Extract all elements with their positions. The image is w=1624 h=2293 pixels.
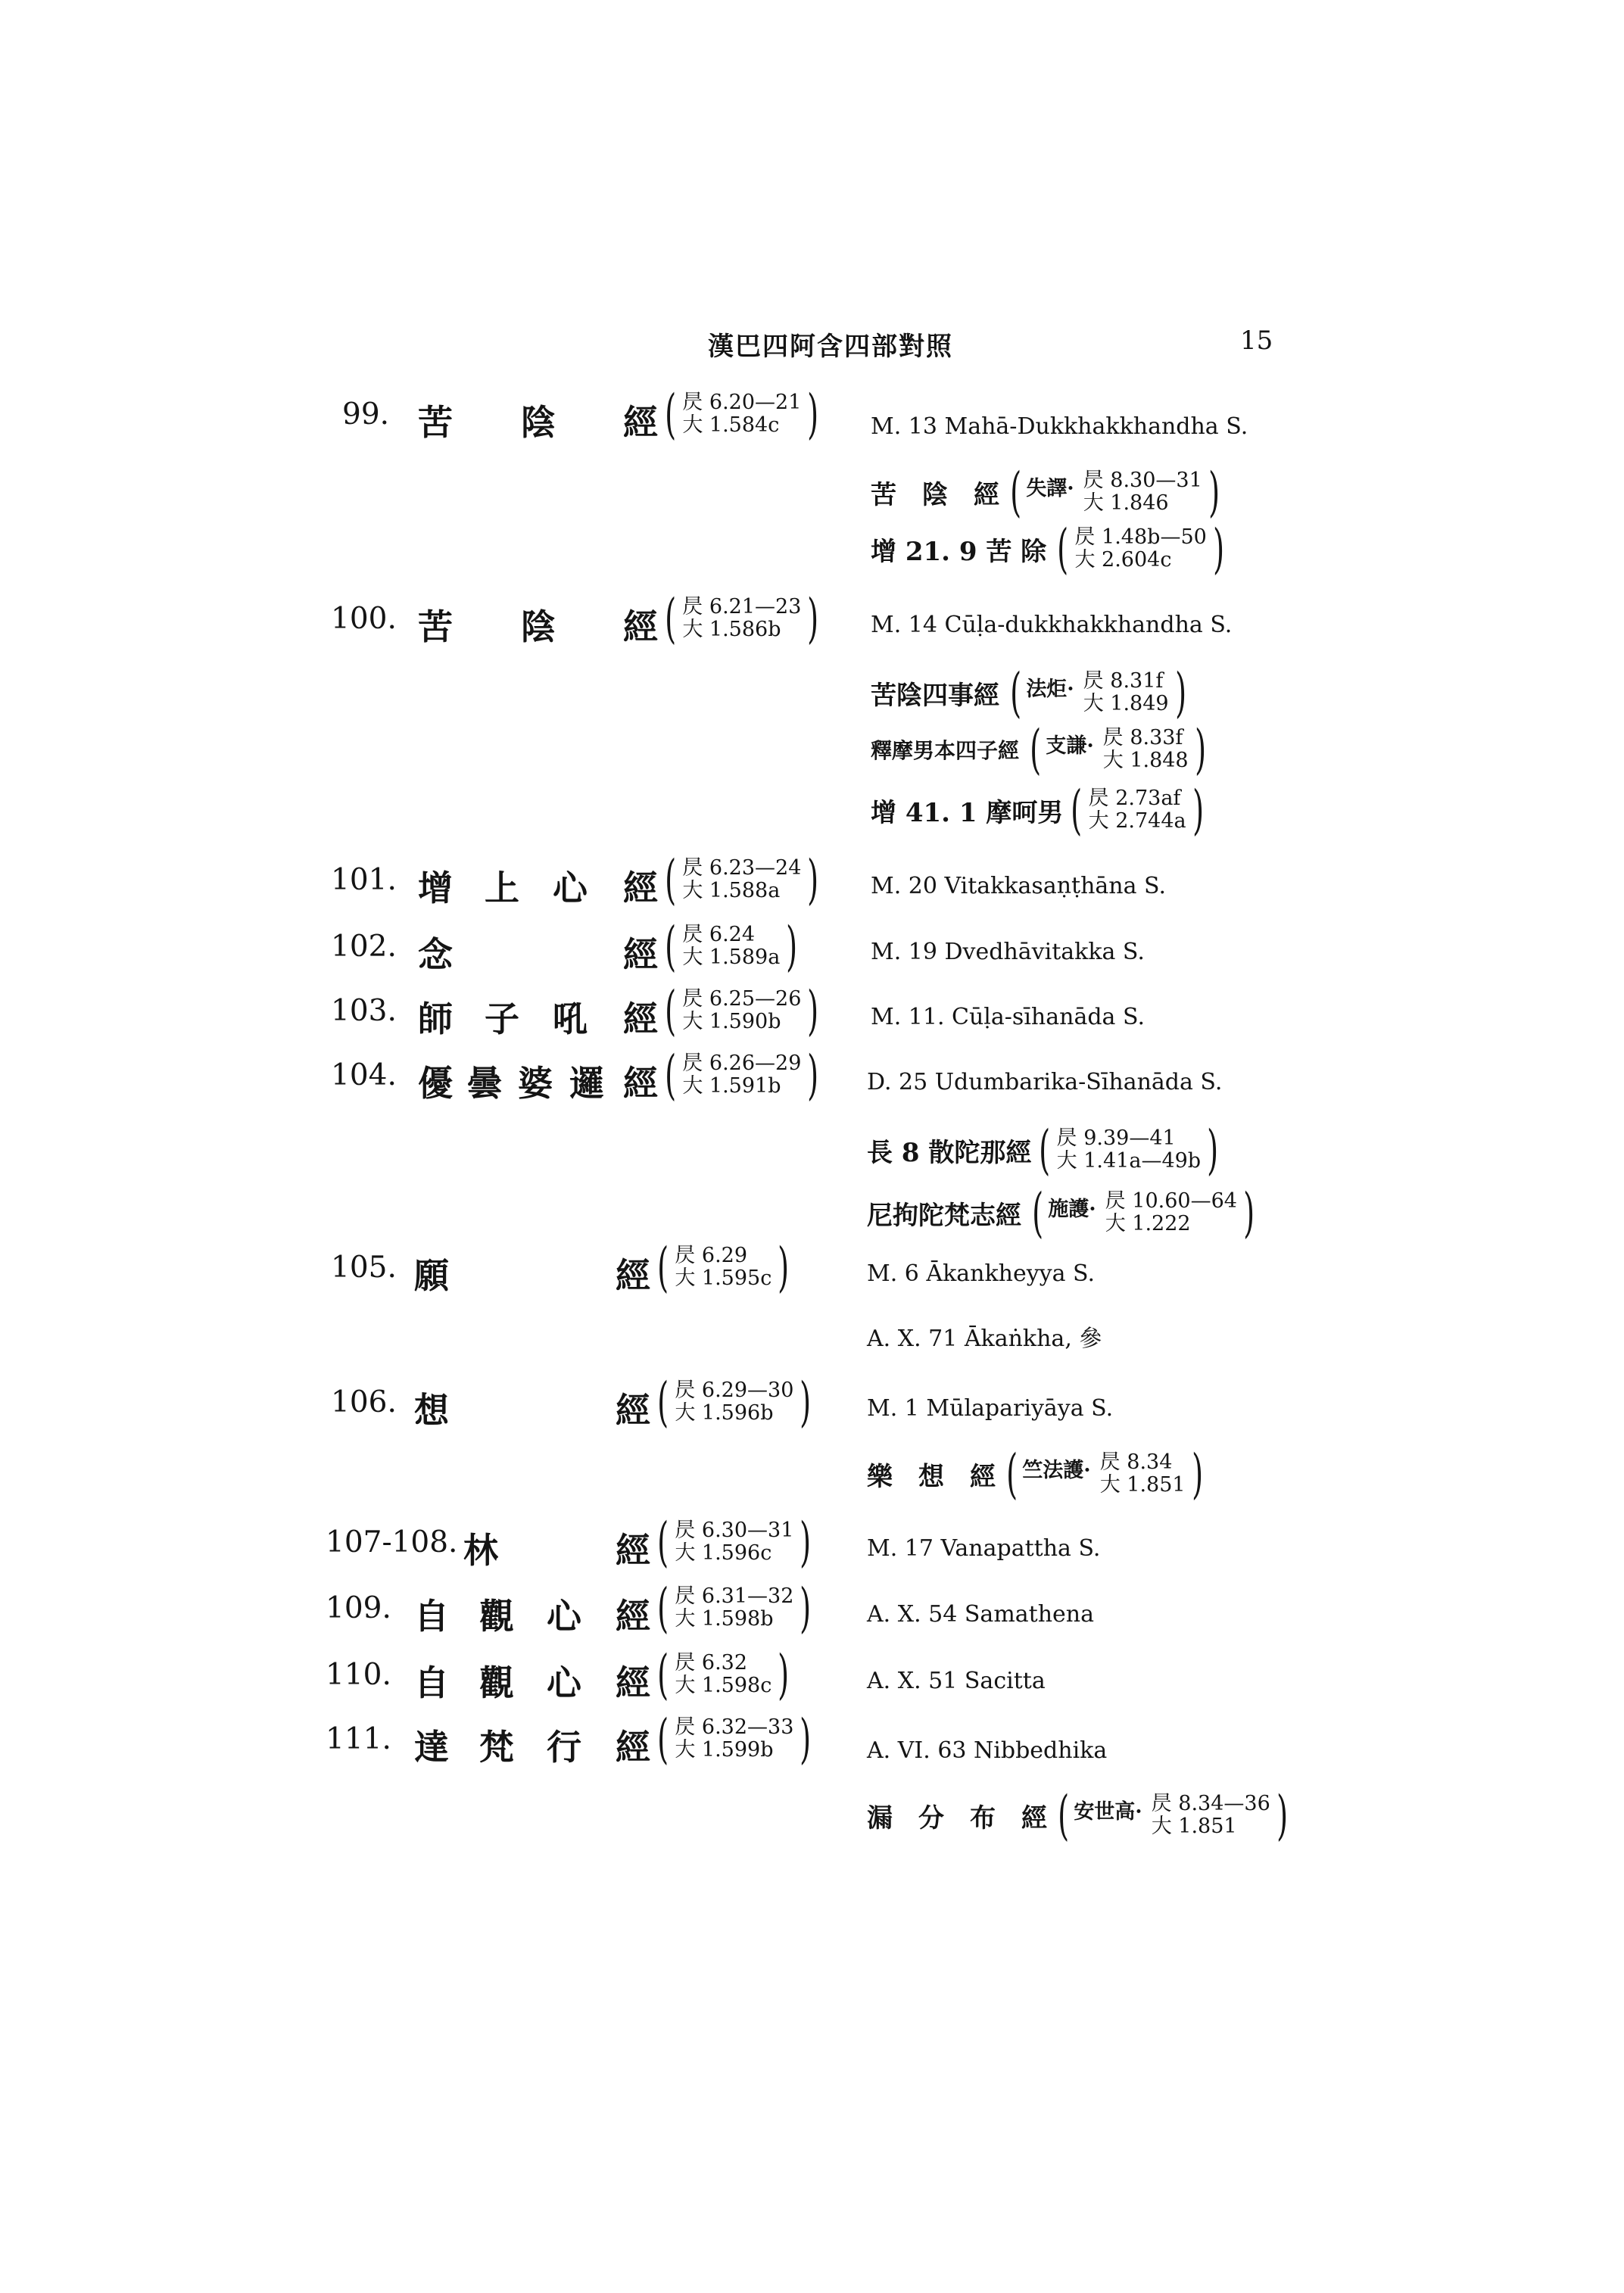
entry-char: 自 bbox=[414, 1662, 449, 1703]
parallel-row: 增 21. 9 苦 除 ( 昃 1.48b—50 大 2.604c ) bbox=[871, 518, 1224, 580]
entry-char: 觀 bbox=[479, 1662, 514, 1703]
entry-char: 婆 bbox=[518, 1063, 553, 1104]
chinese-ref: ( 昃 6.20—21 大 1.584c ) bbox=[665, 383, 819, 445]
pali-ref: M. 1 Mūlapariyāya S. bbox=[867, 1395, 1114, 1422]
pali-ref: A. X. 54 Samathena bbox=[867, 1601, 1094, 1628]
entry-char: 經 bbox=[623, 606, 658, 647]
entry-char: 經 bbox=[616, 1727, 650, 1768]
chinese-ref: ( 昃 6.32 大 1.598c ) bbox=[657, 1643, 790, 1706]
parallel-row: 增 41. 1 摩呵男 ( 昃 2.73af 大 2.744a ) bbox=[871, 779, 1204, 841]
parallel-row: 尼拘陀梵志經 ( 施護· 昃 10.60—64 大 1.222 ) bbox=[867, 1182, 1255, 1244]
entry-number: 111. bbox=[326, 1722, 391, 1756]
entry-number: 101. bbox=[331, 863, 397, 897]
entry-char: 經 bbox=[616, 1662, 650, 1703]
entry-char: 梵 bbox=[479, 1727, 514, 1768]
pali-ref: M. 17 Vanapattha S. bbox=[867, 1535, 1101, 1562]
entry-char: 林 bbox=[463, 1530, 498, 1571]
chinese-ref: ( 昃 6.31—32 大 1.598b ) bbox=[657, 1577, 812, 1639]
pali-ref: M. 20 Vitakkasaṇṭhāna S. bbox=[871, 873, 1167, 899]
page-number: 15 bbox=[1240, 326, 1273, 356]
entry-char: 上 bbox=[485, 868, 519, 908]
entry-char: 心 bbox=[547, 1596, 581, 1637]
entry-char: 觀 bbox=[479, 1596, 514, 1637]
entry-char: 苦 bbox=[418, 606, 453, 647]
entry-char: 增 bbox=[418, 868, 453, 908]
chinese-ref: ( 昃 6.24 大 1.589a ) bbox=[665, 915, 798, 977]
entry-number: 102. bbox=[331, 930, 397, 964]
entry-number: 107-108. bbox=[326, 1525, 458, 1559]
entry-char: 達 bbox=[414, 1727, 449, 1768]
entry-number: 100. bbox=[331, 602, 397, 636]
chinese-ref: ( 昃 6.23—24 大 1.588a ) bbox=[665, 849, 819, 911]
entry-number: 104. bbox=[331, 1058, 397, 1092]
pali-ref: M. 19 Dvedhāvitakka S. bbox=[871, 939, 1145, 965]
chinese-ref: ( 昃 6.29 大 1.595c ) bbox=[657, 1236, 790, 1298]
entry-char: 經 bbox=[623, 999, 658, 1039]
pali-ref: M. 11. Cūḷa-sīhanāda S. bbox=[871, 1004, 1145, 1030]
entry-char: 經 bbox=[623, 1063, 658, 1104]
chinese-ref: ( 昃 6.32—33 大 1.599b ) bbox=[657, 1708, 812, 1770]
entry-char: 自 bbox=[414, 1596, 449, 1637]
entry-char: 經 bbox=[616, 1390, 650, 1431]
entry-number: 103. bbox=[331, 994, 397, 1028]
parallel-row: 釋摩男本四子經 ( 支謙· 昃 8.33f 大 1.848 ) bbox=[871, 718, 1206, 780]
chinese-ref: ( 昃 6.21—23 大 1.586b ) bbox=[665, 587, 819, 650]
parallel-row: 苦 陰 經 ( 失譯· 昃 8.30—31 大 1.846 ) bbox=[871, 461, 1220, 523]
running-title: 漢巴四阿含四部對照 bbox=[708, 332, 953, 362]
entry-char: 經 bbox=[616, 1255, 650, 1296]
entry-char: 曇 bbox=[467, 1063, 502, 1104]
entry-char: 經 bbox=[623, 868, 658, 908]
entry-char: 心 bbox=[553, 868, 588, 908]
entry-char: 行 bbox=[547, 1727, 581, 1768]
parallel-row: 樂 想 經 ( 竺法護· 昃 8.34 大 1.851 ) bbox=[867, 1443, 1203, 1505]
entry-char: 邏 bbox=[569, 1063, 604, 1104]
entry-number: 109. bbox=[326, 1591, 391, 1625]
pali-ref: M. 13 Mahā-Dukkhakkhandha S. bbox=[871, 413, 1248, 440]
parallel-row: 長 8 散陀那經 ( 昃 9.39—41 大 1.41a—49b ) bbox=[867, 1119, 1219, 1181]
entry-char: 經 bbox=[623, 402, 658, 443]
entry-char: 優 bbox=[418, 1063, 453, 1104]
entry-number: 106. bbox=[331, 1385, 397, 1419]
pali-ref: M. 6 Ākankheyya S. bbox=[867, 1260, 1096, 1287]
entry-char: 陰 bbox=[521, 606, 556, 647]
entry-number: 110. bbox=[326, 1658, 391, 1692]
entry-char: 經 bbox=[616, 1530, 650, 1571]
entry-char: 想 bbox=[414, 1390, 449, 1431]
entry-char: 子 bbox=[485, 999, 519, 1039]
pali-ref: A. X. 51 Sacitta bbox=[867, 1668, 1046, 1694]
entry-char: 吼 bbox=[553, 999, 588, 1039]
entry-char: 經 bbox=[616, 1596, 650, 1637]
chinese-ref: ( 昃 6.25—26 大 1.590b ) bbox=[665, 980, 819, 1042]
entry-char: 苦 bbox=[418, 402, 453, 443]
entry-char: 心 bbox=[547, 1662, 581, 1703]
entry-char: 經 bbox=[623, 934, 658, 975]
entry-char: 願 bbox=[414, 1255, 449, 1296]
entry-char: 陰 bbox=[521, 402, 556, 443]
chinese-ref: ( 昃 6.29—30 大 1.596b ) bbox=[657, 1371, 812, 1433]
chinese-ref: ( 昃 6.30—31 大 1.596c ) bbox=[657, 1511, 812, 1573]
entry-char: 念 bbox=[418, 934, 453, 975]
pali-ref: M. 14 Cūḷa-dukkhakkhandha S. bbox=[871, 612, 1233, 638]
chinese-ref: ( 昃 6.26—29 大 1.591b ) bbox=[665, 1044, 819, 1106]
parallel-row: 苦陰四事經 ( 法炬· 昃 8.31f 大 1.849 ) bbox=[871, 662, 1186, 724]
entry-char: 師 bbox=[418, 999, 453, 1039]
entry-number: 105. bbox=[331, 1251, 397, 1285]
pali-parallel: A. X. 71 Ākaṅkha, 參 bbox=[867, 1326, 1102, 1352]
parallel-row: 漏 分 布 經 ( 安世高· 昃 8.34—36 大 1.851 ) bbox=[867, 1784, 1288, 1846]
pali-ref: D. 25 Udumbarika-Sīhanāda S. bbox=[867, 1069, 1223, 1095]
entry-number: 99. bbox=[342, 397, 390, 431]
pali-ref: A. VI. 63 Nibbedhika bbox=[867, 1737, 1108, 1764]
